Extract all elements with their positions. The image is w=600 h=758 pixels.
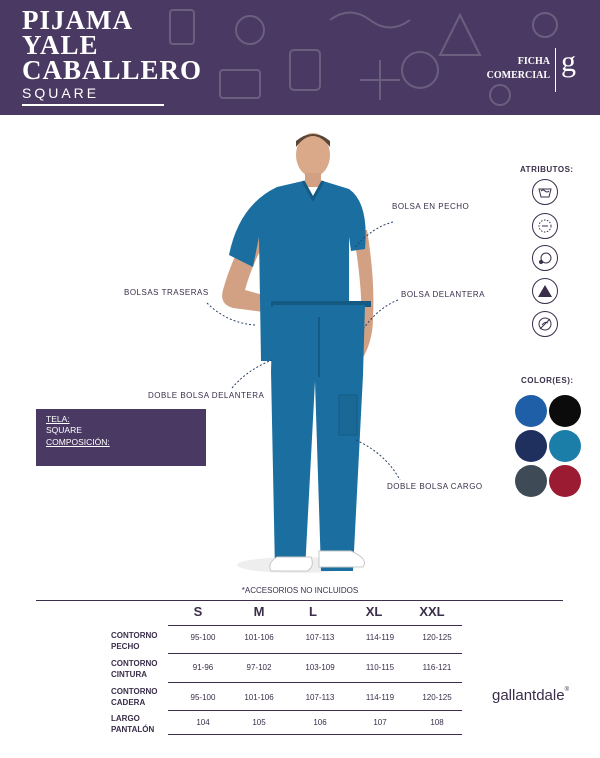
table-cell: 103-109 (305, 663, 335, 672)
row-divider (168, 653, 462, 654)
table-cell: 107 (373, 718, 387, 727)
size-header: L (309, 604, 317, 619)
row-label (111, 630, 158, 652)
table-cell: 95-100 (190, 633, 216, 642)
row-label-line: CINTURA (111, 670, 147, 679)
table-cell: 101-106 (244, 693, 274, 702)
row-label-line: CONTORNO (111, 659, 158, 668)
color-swatch[interactable] (549, 465, 581, 497)
table-cell: 91-96 (192, 663, 214, 672)
row-label-line: LARGO (111, 714, 140, 723)
tela-label: TELA: (46, 414, 70, 424)
ficha-line: COMERCIAL (486, 70, 550, 81)
header-banner (0, 0, 600, 115)
row-label-line: PECHO (111, 642, 140, 651)
table-cell: 107-113 (305, 693, 335, 702)
table-cell: 95-100 (190, 693, 216, 702)
table-cell: 107-113 (305, 633, 335, 642)
header-divider (555, 48, 556, 92)
table-cell: 114-119 (365, 693, 395, 702)
row-divider (168, 625, 462, 626)
color-swatch[interactable] (515, 395, 547, 427)
row-label-line: CONTORNO (111, 631, 158, 640)
row-divider (168, 734, 462, 735)
model-figure (215, 125, 380, 580)
callout-bolsa-pecho: BOLSA EN PECHO (392, 202, 470, 211)
callout-doble-bolsa-cargo: DOBLE BOLSA CARGO (387, 482, 483, 491)
row-label-line: CADERA (111, 698, 146, 707)
ficha-line: FICHA (517, 56, 550, 67)
color-swatch[interactable] (549, 395, 581, 427)
title-line: YALE (22, 30, 99, 60)
row-label (111, 713, 154, 735)
table-cell: 97-102 (246, 663, 272, 672)
colors-title: COLOR(ES): (521, 376, 574, 385)
wash-icon (532, 179, 558, 205)
no-wrinkle-icon (532, 311, 558, 337)
color-swatch[interactable] (549, 430, 581, 462)
table-cell: 101-106 (244, 633, 274, 642)
tela-value: SQUARE (46, 425, 82, 435)
easy-care-icon (532, 245, 558, 271)
title-line: CABALLERO (22, 55, 203, 85)
subtitle-underline (22, 104, 164, 106)
table-cell: 114-119 (365, 633, 395, 642)
row-divider (168, 682, 462, 683)
size-header: S (193, 604, 203, 619)
table-cell: 116-121 (422, 663, 452, 672)
row-label (111, 686, 158, 708)
table-cell: 105 (252, 718, 266, 727)
row-label-line: CONTORNO (111, 687, 158, 696)
row-label-line: PANTALÓN (111, 725, 155, 734)
callout-doble-bolsa-delantera: DOBLE BOLSA DELANTERA (148, 391, 265, 400)
size-header: M (253, 604, 265, 619)
table-top-rule (36, 600, 563, 601)
product-title (22, 5, 203, 85)
row-divider (168, 710, 462, 711)
table-cell: 104 (196, 718, 210, 727)
title-line: PIJAMA (22, 5, 133, 35)
product-subtitle: SQUARE (22, 85, 100, 101)
registered-mark: ® (564, 687, 569, 693)
table-cell: 120-125 (422, 693, 452, 702)
color-swatch[interactable] (515, 465, 547, 497)
accessories-note: *ACCESORIOS NO INCLUIDOS (241, 586, 359, 595)
table-cell: 108 (430, 718, 444, 727)
ficha-comercial (474, 55, 550, 83)
gallantdale-logo (492, 687, 569, 704)
table-cell: 106 (313, 718, 327, 727)
table-cell: 120-125 (422, 633, 452, 642)
triangle-icon (532, 278, 558, 304)
callout-bolsas-traseras: BOLSAS TRASERAS (124, 288, 209, 297)
brand-name: gallantdale (492, 687, 565, 704)
row-label (111, 658, 158, 680)
table-cell: 110-115 (365, 663, 395, 672)
breathable-icon (532, 213, 558, 239)
size-header: XXL (419, 604, 445, 619)
composicion-label: COMPOSICIÓN: (46, 437, 110, 447)
color-swatch[interactable] (515, 430, 547, 462)
fabric-info-box (36, 409, 206, 466)
brand-g-logo: g (561, 45, 576, 78)
attributes-title: ATRIBUTOS: (520, 165, 574, 174)
size-header: XL (365, 604, 383, 619)
callout-bolsa-delantera: BOLSA DELANTERA (401, 290, 485, 299)
